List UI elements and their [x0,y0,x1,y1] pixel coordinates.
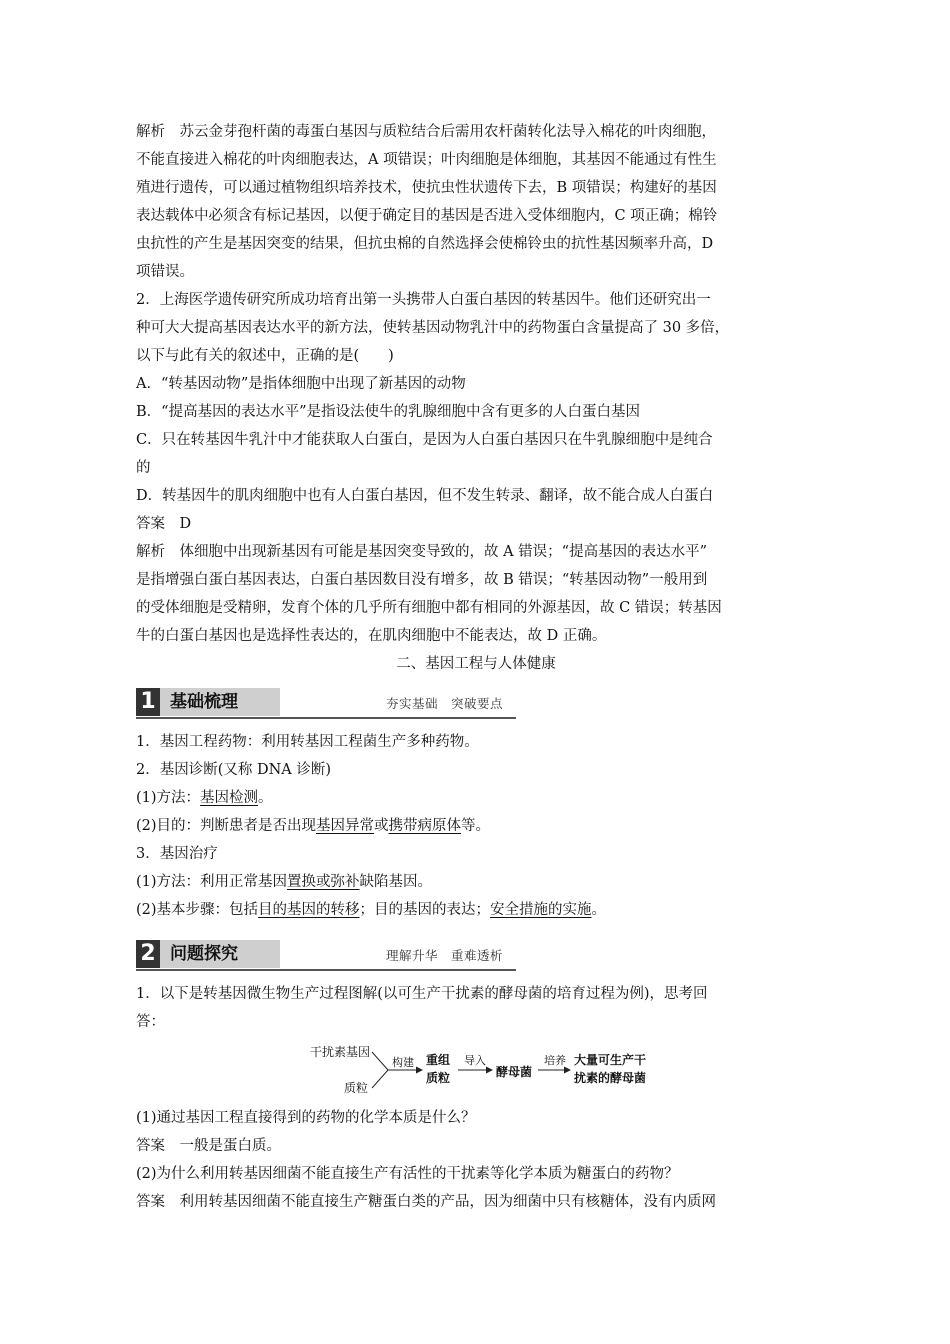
label-yeast: 酵母菌 [496,1065,533,1079]
label-recombinant: 重组 [426,1053,451,1067]
text-line: 答： [136,1014,165,1030]
section-number: 2 [136,940,160,968]
process-diagram [136,1040,816,1102]
document-page [136,118,816,1216]
text-line [136,784,816,812]
section-bar-title: 问题探究 [160,940,280,968]
underlined-answer: 基因检测 [200,790,259,806]
text-line: 2．上海医学遗传研究所成功培育出第一头携带人白蛋白基因的转基因牛。他们还研究出一 [136,292,711,308]
text-line: 解析 苏云金芽孢杆菌的毒蛋白基因与质粒结合后需用农杆菌转化法导入棉花的叶肉细胞， [136,124,716,140]
text-line: 牛的白蛋白基因也是选择性表达的，在肌肉细胞中不能表达，故 D 正确。 [136,628,607,644]
underlined-answer: 置换或弥补 [287,874,360,890]
text-line: 2．基因诊断(又称 DNA 诊断) [136,762,332,778]
analysis-paragraph-1 [136,118,816,286]
question-2 [136,286,816,538]
answer: 答案 D [136,516,192,532]
analysis-paragraph-2 [136,538,816,650]
divider [136,717,516,719]
label-construct: 构建 [392,1056,414,1069]
text-line: 解析 体细胞中出现新基因有可能是基因突变导致的，故 A 错误；“提高基因的表达水平” [136,544,708,560]
label-gene: 干扰素基因 [310,1045,371,1059]
underlined-answer: 携带病原体 [388,818,462,834]
option-d: D．转基因牛的肌肉细胞中也有人白蛋白基因，但不发生转录、翻译，故不能合成人白蛋白 [136,488,714,504]
label-recombinant-plasmid: 质粒 [426,1071,451,1085]
section-bar-subtitle: 理解升华 重难透析 [386,948,504,963]
explore-content [136,980,816,1216]
text-line: 是指增强白蛋白基因表达，白蛋白基因数目没有增多，故 B 错误；“转基因动物”一般用到 [136,572,708,588]
section-bar-basics [136,688,516,718]
label-result-line2: 扰素的酵母菌 [574,1071,646,1085]
divider [136,969,516,971]
text: 等。 [461,818,491,834]
section-title: 二、基因工程与人体健康 [396,656,556,672]
label-introduce: 导入 [464,1054,486,1067]
text-line: 虫抗性的产生是基因突变的结果，但抗虫棉的自然选择会使棉铃虫的抗性基因频率升高，D [136,236,714,252]
merge-line-top [372,1052,388,1070]
text-line: 项错误。 [136,264,194,280]
text-line: 1．基因工程药物：利用转基因工程菌生产多种药物。 [136,734,479,750]
text: (1)方法： [136,790,201,806]
text: (1)方法：利用正常基因 [136,874,288,890]
section-bar-explore [136,940,516,970]
text-line [136,868,816,896]
label-result-line1: 大量可生产干 [574,1053,646,1067]
text-line [136,896,816,924]
text-line: 殖进行遗传，可以通过植物组织培养技术，使抗虫性状遗传下去，B 项错误；构建好的基因 [136,180,717,196]
text-line: 的受体细胞是受精卵，发育个体的几乎所有细胞中都有相同的外源基因，故 C 错误；转基因 [136,600,722,616]
sub-question-2: (2)为什么利用转基因细菌不能直接生产有活性的干扰素等化学本质为糖蛋白的药物？ [136,1166,679,1182]
underlined-answer: 目的基因的转移 [258,902,360,918]
option-a: A．“转基因动物”是指体细胞中出现了新基因的动物 [136,376,466,392]
flow-diagram-svg [306,1040,646,1100]
section-bar-subtitle: 夯实基础 突破要点 [386,696,504,711]
basics-content [136,728,816,924]
text: 或 [374,818,389,834]
text: (2)目的：判断患者是否出现 [136,818,317,834]
text-line: 种可大大提高基因表达水平的新方法，使转基因动物乳汁中的药物蛋白含量提高了 30 多倍， [136,320,730,336]
text-line: 表达载体中必须含有标记基因，以便于确定目的基因是否进入受体细胞内，C 项正确；棉铃 [136,208,718,224]
label-culture: 培养 [544,1054,566,1067]
option-b: B．“提高基因的表达水平”是指设法使牛的乳腺细胞中含有更多的人白蛋白基因 [136,404,640,420]
text: 缺陷基因。 [359,874,433,890]
merge-line-bottom [372,1070,388,1088]
sub-question-1: (1)通过基因工程直接得到的药物的化学本质是什么？ [136,1110,476,1126]
text-line: 不能直接进入棉花的叶肉细胞表达，A 项错误；叶肉细胞是体细胞，其基因不能通过有性生 [136,152,717,168]
section-bar-title: 基础梳理 [160,688,280,716]
label-plasmid: 质粒 [344,1081,369,1095]
text-line: 以下与此有关的叙述中，正确的是( ) [136,348,394,364]
section-number: 1 [136,688,160,716]
option-c: C．只在转基因牛乳汁中才能获取人白蛋白，是因为人白蛋白基因只在牛乳腺细胞中是纯合 [136,432,713,448]
text-line: 3．基因治疗 [136,846,218,862]
text: ；目的基因的表达； [359,902,491,918]
text: 。 [258,790,273,806]
answer-2: 答案 利用转基因细菌不能直接生产糖蛋白类的产品，因为细菌中只有核糖体，没有内质网 [136,1194,716,1210]
text-line [136,812,816,840]
text-line: 1．以下是转基因微生物生产过程图解(以可生产干扰素的酵母菌的培育过程为例)，思考回 [136,986,708,1002]
underlined-answer: 安全措施的实施 [490,902,592,918]
text: 。 [591,902,607,918]
underlined-answer: 基因异常 [316,818,375,834]
answer-1: 答案 一般是蛋白质。 [136,1138,281,1154]
text: (2)基本步骤：包括 [136,902,259,918]
option-c-cont: 的 [136,460,151,476]
